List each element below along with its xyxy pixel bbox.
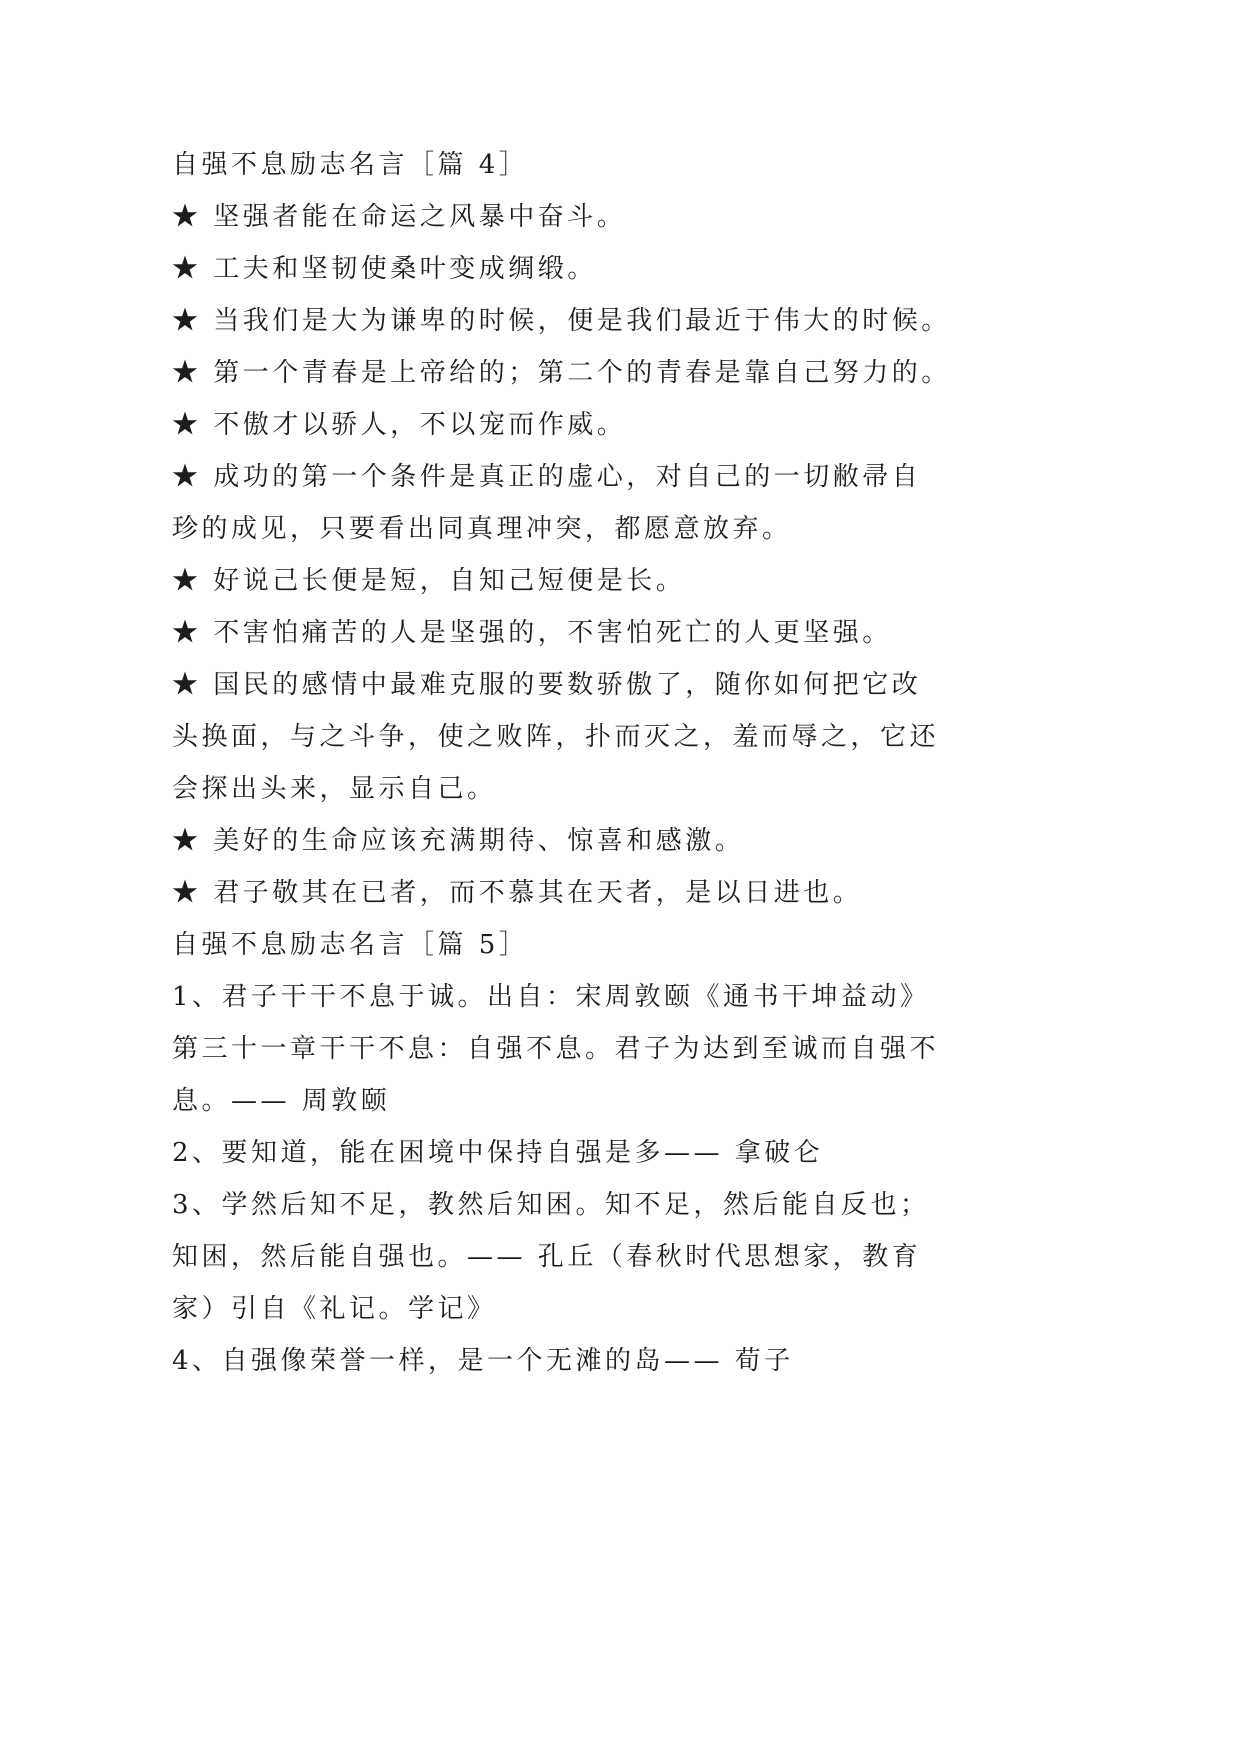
- quote-line: 知困，然后能自强也。—— 孔丘（春秋时代思想家，教育: [172, 1242, 922, 1272]
- quote-item: [172, 607, 1172, 659]
- quote-item: [172, 295, 1172, 347]
- quote-item: [172, 867, 1172, 919]
- quote-item: [172, 347, 1172, 399]
- quote-item: [172, 555, 1172, 607]
- quote-item: [172, 659, 1172, 815]
- quote-item: [172, 1127, 1172, 1179]
- quote-line: ★ 国民的感情中最难克服的要数骄傲了，随你如何把它改: [172, 670, 922, 700]
- quote-line: ★ 第一个青春是上帝给的；第二个的青春是靠自己努力的。: [172, 358, 951, 388]
- quote-line: 珍的成见，只要看出同真理冲突，都愿意放弃。: [172, 514, 792, 544]
- quote-line: ★ 美好的生命应该充满期待、惊喜和感激。: [172, 826, 745, 856]
- section-heading: 自强不息励志名言［篇 4］: [172, 150, 529, 180]
- quote-line: 家）引自《礼记。学记》: [172, 1294, 497, 1324]
- quote-line: 1、君子干干不息于诚。出自：宋周敦颐《通书干坤益动》: [172, 982, 930, 1012]
- quote-line: ★ 坚强者能在命运之风暴中奋斗。: [172, 202, 627, 232]
- quote-item: [172, 971, 1172, 1127]
- quote-line: ★ 当我们是大为谦卑的时候，便是我们最近于伟大的时候。: [172, 306, 951, 336]
- quote-line: 会探出头来，显示自己。: [172, 774, 497, 804]
- quote-line: 第三十一章干干不息：自强不息。君子为达到至诚而自强不: [172, 1034, 940, 1064]
- quote-item: [172, 815, 1172, 867]
- quote-line: ★ 工夫和坚韧使桑叶变成绸缎。: [172, 254, 597, 284]
- document-page: [172, 139, 1172, 1387]
- quote-line: ★ 不傲才以骄人，不以宠而作威。: [172, 410, 627, 440]
- quote-line: 息。—— 周敦颐: [172, 1086, 391, 1116]
- section-5: [172, 919, 1172, 1387]
- quote-item: [172, 399, 1172, 451]
- quote-line: 3、学然后知不足，教然后知困。知不足，然后能自反也；: [172, 1190, 930, 1220]
- quote-line: ★ 君子敬其在已者，而不慕其在天者，是以日进也。: [172, 878, 863, 908]
- quote-item: [172, 243, 1172, 295]
- quote-item: [172, 1179, 1172, 1335]
- quote-line: ★ 成功的第一个条件是真正的虚心，对自己的一切敝帚自: [172, 462, 922, 492]
- quote-line: ★ 好说己长便是短，自知己短便是长。: [172, 566, 686, 596]
- section-4: [172, 139, 1172, 919]
- quote-line: 4、自强像荣誉一样，是一个无滩的岛—— 荀子: [172, 1346, 794, 1376]
- section-heading: 自强不息励志名言［篇 5］: [172, 930, 529, 960]
- quote-line: 2、要知道，能在困境中保持自强是多—— 拿破仑: [172, 1138, 824, 1168]
- quote-item: [172, 451, 1172, 555]
- quote-line: 头换面，与之斗争，使之败阵，扑而灭之，羞而辱之，它还: [172, 722, 940, 752]
- quote-item: [172, 1335, 1172, 1387]
- quote-line: ★ 不害怕痛苦的人是坚强的，不害怕死亡的人更坚强。: [172, 618, 892, 648]
- quote-item: [172, 191, 1172, 243]
